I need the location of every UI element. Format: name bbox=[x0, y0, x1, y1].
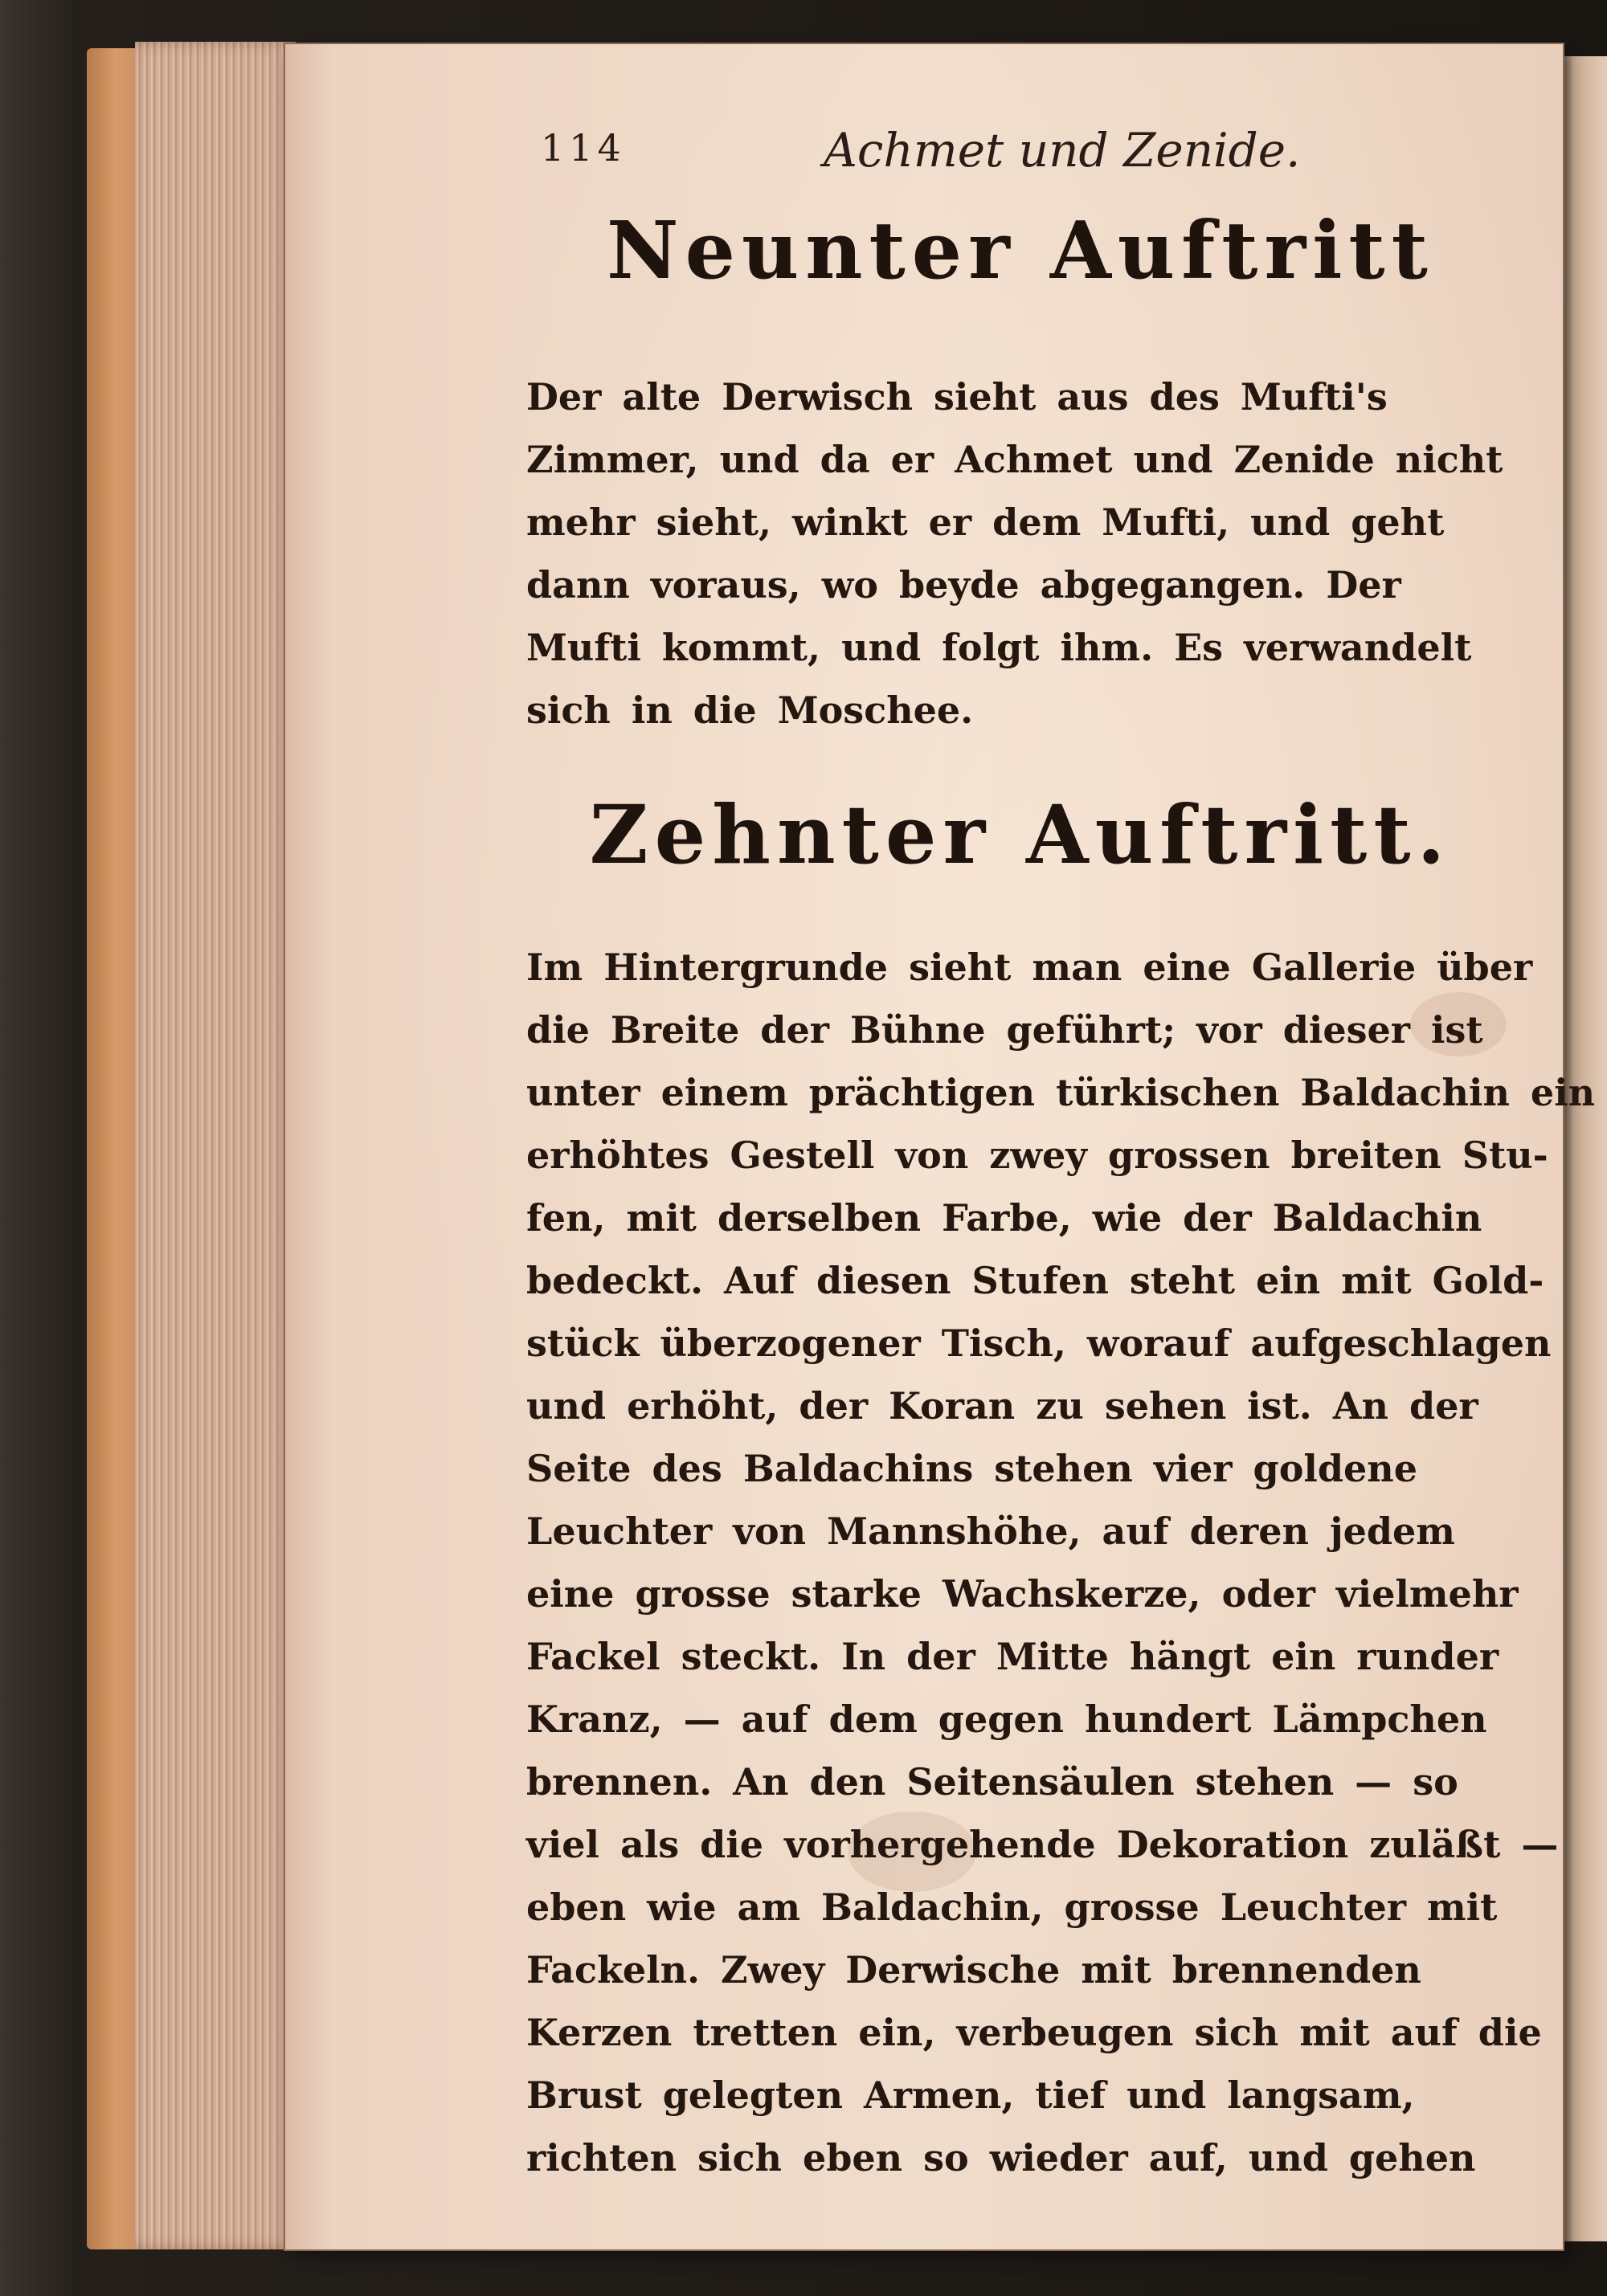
page-stack-edges bbox=[135, 42, 296, 2249]
text-line: Im Hintergrunde sieht man eine Gallerie über bbox=[526, 946, 1533, 989]
text-line: richten sich eben so wieder auf, und gehen bbox=[526, 2136, 1476, 2180]
scene-heading-zehnter-auftritt: Zehnter Auftritt. bbox=[589, 787, 1452, 882]
page-number: 114 bbox=[541, 126, 626, 170]
text-line: erhöhtes Gestell von zwey grossen breiten Stu- bbox=[526, 1134, 1548, 1177]
text-line: Kranz, — auf dem gegen hundert Lämpchen bbox=[526, 1697, 1487, 1741]
stage-direction-scene-10 bbox=[526, 936, 1607, 2213]
stage-direction-scene-9 bbox=[526, 366, 1607, 751]
text-line: Kerzen tretten ein, verbeugen sich mit auf die bbox=[526, 2011, 1542, 2054]
book-page bbox=[285, 44, 1596, 2249]
text-line: die Breite der Bühne geführt; vor dieser ist bbox=[526, 1008, 1483, 1052]
text-line: sich in die Moschee. bbox=[526, 688, 974, 732]
text-line: fen, mit derselben Farbe, wie der Baldachin bbox=[526, 1196, 1482, 1240]
text-line: Brust gelegten Armen, tief und langsam, bbox=[526, 2073, 1415, 2117]
running-title: Achmet und Zenide. bbox=[824, 123, 1301, 178]
text-line: stück überzogener Tisch, worauf aufgeschlagen bbox=[526, 1322, 1552, 1365]
text-line: brennen. An den Seitensäulen stehen — so bbox=[526, 1760, 1458, 1804]
text-line: Mufti kommt, und folgt ihm. Es verwandelt bbox=[526, 626, 1472, 669]
text-line: unter einem prächtigen türkischen Baldachin ein bbox=[526, 1071, 1596, 1114]
scene-heading-neunter-auftritt: Neunter Auftritt bbox=[607, 205, 1434, 297]
text-line: eben wie am Baldachin, grosse Leuchter mit bbox=[526, 1885, 1498, 1929]
text-line: Zimmer, und da er Achmet und Zenide nicht bbox=[526, 438, 1503, 481]
text-line: mehr sieht, winkt er dem Mufti, und geht bbox=[526, 500, 1445, 544]
text-line: Seite des Baldachins stehen vier goldene bbox=[526, 1447, 1418, 1490]
text-line: Fackel steckt. In der Mitte hängt ein runder bbox=[526, 1635, 1499, 1678]
text-line: bedeckt. Auf diesen Stufen steht ein mit Gold- bbox=[526, 1259, 1544, 1302]
running-head bbox=[285, 108, 1563, 189]
text-line: Fackeln. Zwey Derwische mit brennenden bbox=[526, 1948, 1421, 1992]
text-line: Leuchter von Mannshöhe, auf deren jedem bbox=[526, 1510, 1455, 1553]
text-line: viel als die vorhergehende Dekoration zuläßt — bbox=[526, 1823, 1559, 1866]
text-line: eine grosse starke Wachskerze, oder vielmehr bbox=[526, 1572, 1519, 1616]
text-line: dann voraus, wo beyde abgegangen. Der bbox=[526, 563, 1401, 607]
text-line: und erhöht, der Koran zu sehen ist. An der bbox=[526, 1384, 1478, 1428]
text-line: Der alte Derwisch sieht aus des Mufti's bbox=[526, 375, 1388, 419]
